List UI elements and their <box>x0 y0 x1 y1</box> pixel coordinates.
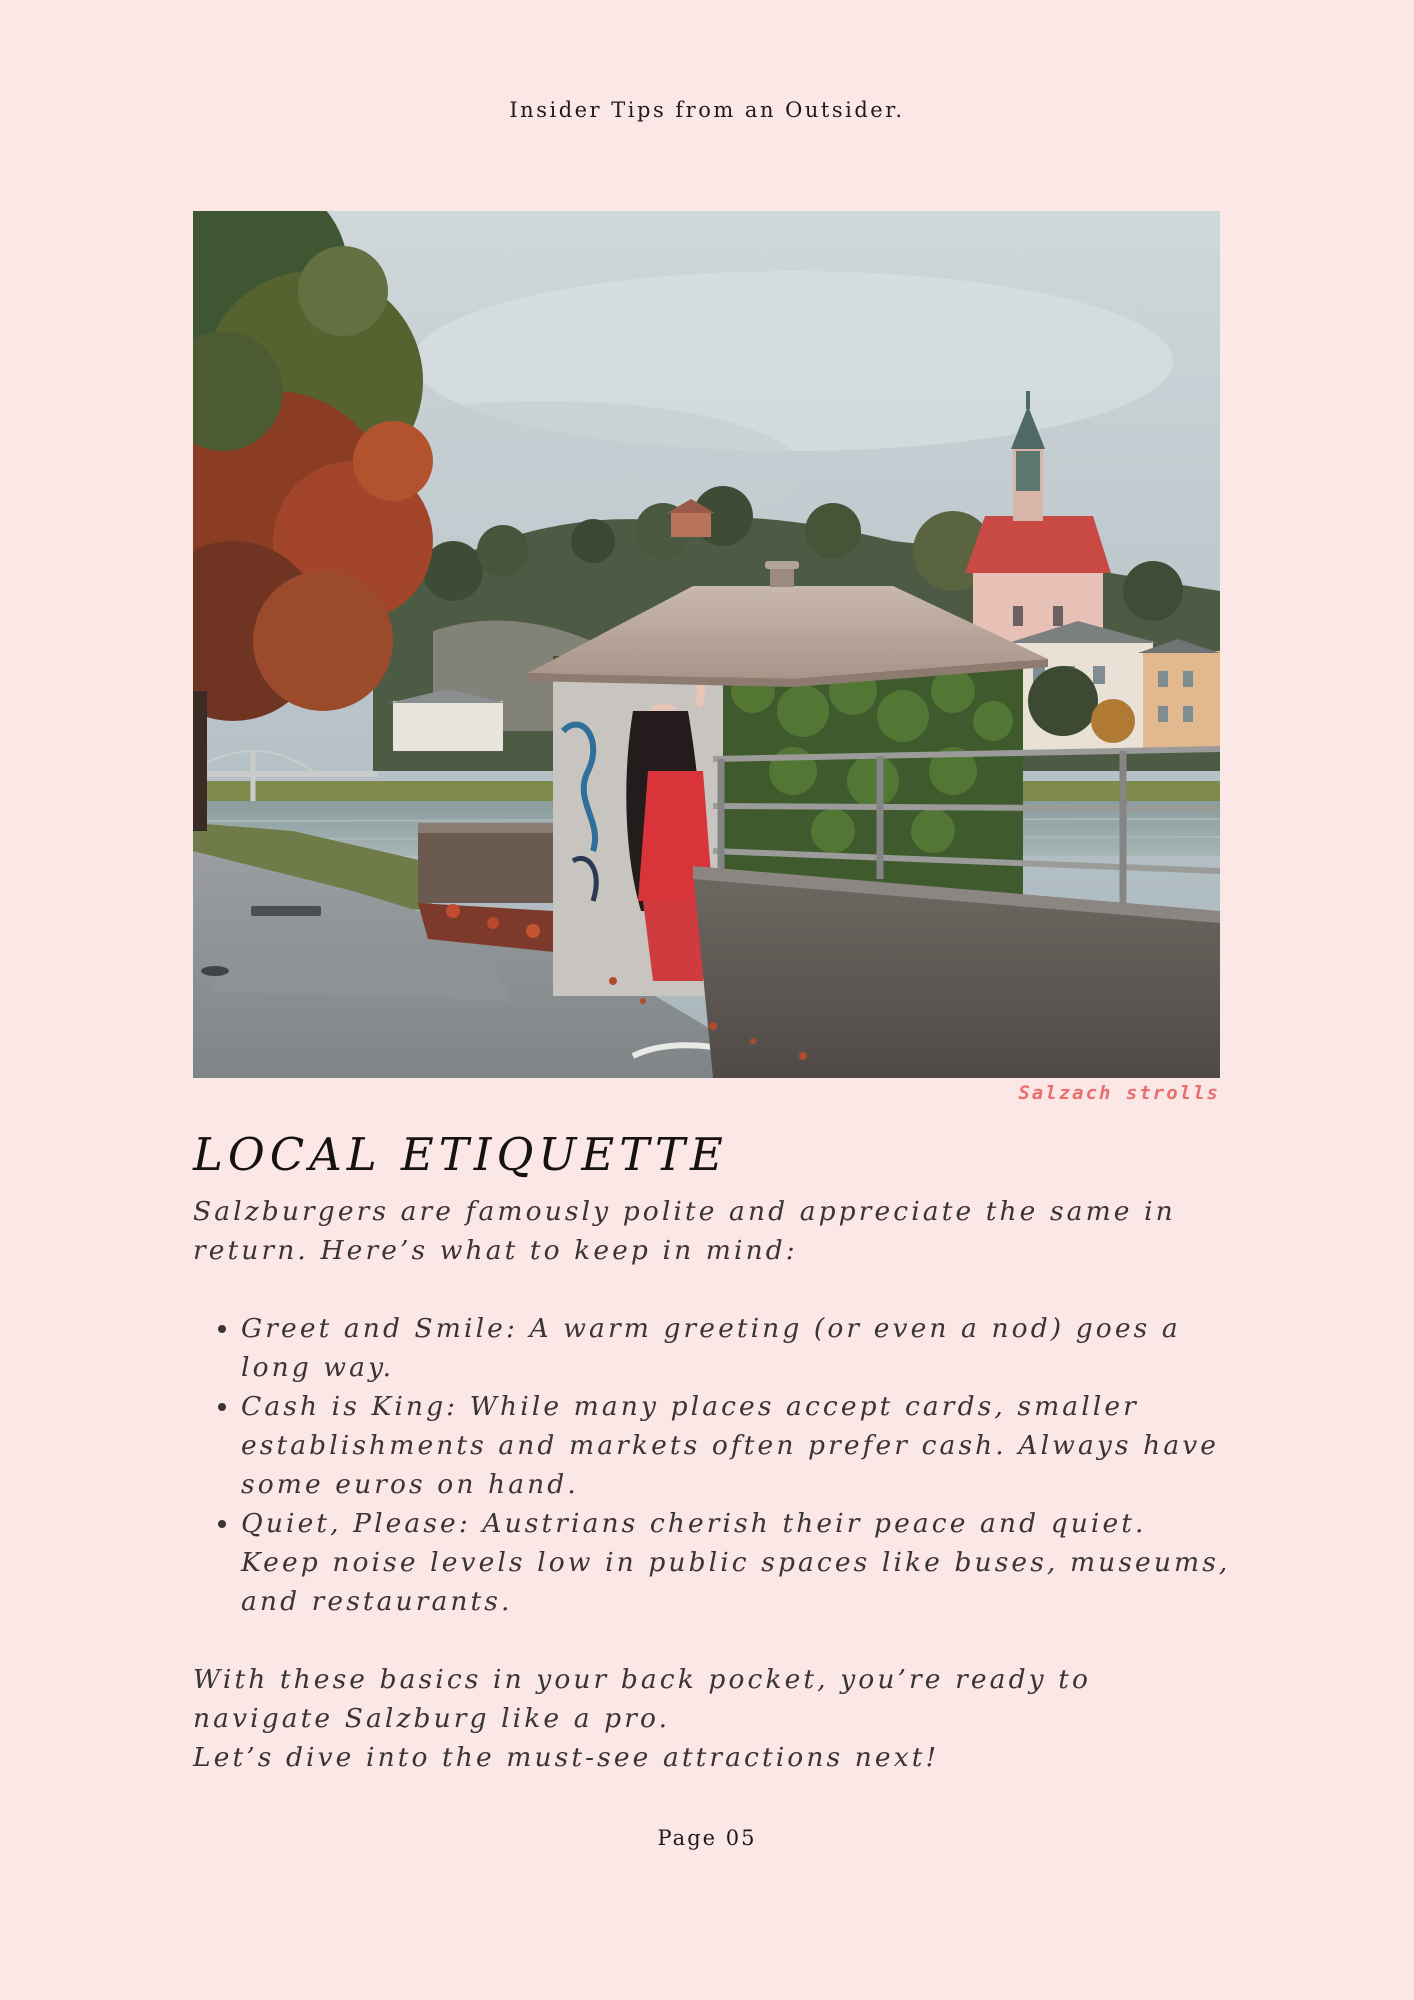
tip-cash-is-king: • Cash is King: While many places accept cards, smaller establishments and markets often prefer cash. Always have some euros on hand. <box>241 1387 1233 1504</box>
page-header-tagline: Insider Tips from an Outsider. <box>509 98 905 122</box>
page-number: Page 05 <box>657 1826 757 1850</box>
tip-greet-and-smile: • Greet and Smile: A warm greeting (or even a nod) goes a long way. <box>241 1309 1233 1387</box>
etiquette-tips-list <box>193 1309 1233 1621</box>
closing-next-line: Let’s dive into the must-see attractions next! <box>193 1742 940 1773</box>
section-heading: LOCAL ETIQUETTE <box>193 1128 728 1181</box>
intro-paragraph: Salzburgers are famously polite and appreciate the same in return. Here’s what to keep in mind: <box>193 1196 1176 1266</box>
salzach-riverside-photo <box>193 211 1220 1078</box>
tip-quiet-please: • Quiet, Please: Austrians cherish their peace and quiet. Keep noise levels low in public spaces like buses, museums, and restaurants. <box>241 1504 1233 1621</box>
article-body <box>193 1192 1233 1777</box>
photo-caption: Salzach strolls <box>1018 1082 1220 1104</box>
closing-paragraph: With these basics in your back pocket, you’re ready to navigate Salzburg like a pro. <box>193 1664 1092 1734</box>
